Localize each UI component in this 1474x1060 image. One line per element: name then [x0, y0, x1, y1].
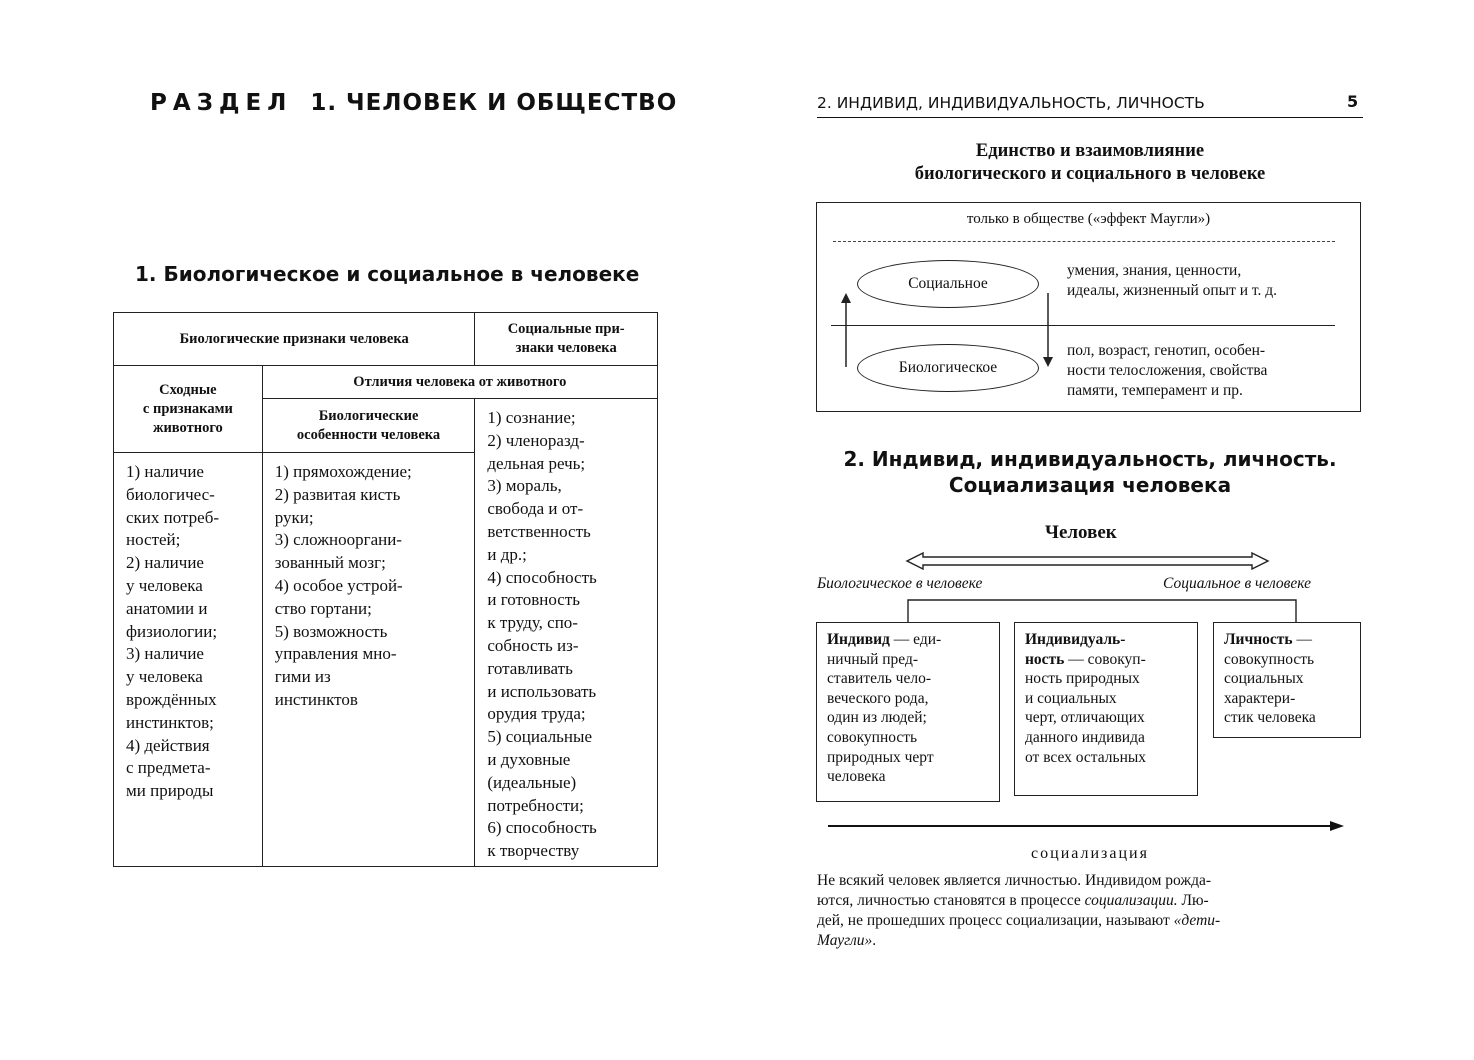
heading-bio-social: 1. Биологическое и социальное в человеке: [135, 262, 640, 286]
social-oval: Социальное: [857, 260, 1039, 308]
socialization-arrow-icon: [828, 818, 1346, 834]
individuality-box: Индивидуаль- ность — совокуп- ность природных и социальных черт, отличающих данного индивида от всех остальных: [1014, 622, 1198, 796]
unity-diagram: [816, 202, 1361, 412]
header-similar: Сходные с признаками животного: [114, 366, 263, 453]
socialization-label: социализация: [1031, 845, 1149, 862]
solid-divider: [831, 325, 1335, 326]
person-label: Человек: [1045, 522, 1117, 543]
only-society-label: только в обществе («эффект Маугли»): [966, 211, 1211, 227]
cell-social: 1) сознание; 2) членоразд- дельная речь; 3) мораль, свобода и от- ветственность и др.; 4) способность и готовность к труду, спо- собность из- готавливать и использовать орудия труда; 5) социальные и духовные (идеальные) потребности; 6) способность к творчеству: [475, 399, 658, 867]
section-title: [150, 90, 677, 116]
page-number: 5: [1347, 92, 1359, 111]
double-arrow-icon: [905, 551, 1270, 571]
personality-box: Личность — совокупность социальных характери- стик человека: [1213, 622, 1361, 738]
cell-bio-features: 1) прямохождение; 2) развитая кисть руки; 3) сложнооргани- зованный мозг; 4) особое устрой- ство гортани; 5) возможность управления мно- гими из инстинктов: [262, 453, 475, 867]
running-head: 2. ИНДИВИД, ИНДИВИДУАЛЬНОСТЬ, ЛИЧНОСТЬ: [817, 94, 1205, 112]
header-rule: [817, 117, 1363, 118]
up-arrow-icon: [839, 293, 853, 368]
header-bio-features: Биологические особенности человека: [262, 399, 475, 453]
individ-box: Индивид — еди- ничный пред- ставитель чело- веческого рода, один из людей; совокупность природных черт человека: [816, 622, 1000, 802]
header-social-signs: Социальные при- знаки человека: [475, 313, 658, 366]
heading-individ: 2. Индивид, индивидуальность, личность. Социализация человека: [843, 447, 1337, 497]
header-bio-signs: Биологические признаки человека: [114, 313, 475, 366]
social-in-person-label: Социальное в человеке: [1163, 575, 1311, 592]
note-paragraph: Не всякий человек является личностью. Индивидом рожда- ются, личностью становятся в процессе социализации. Лю- дей, не прошедших процесс социализации, называют «дети- Маугли».: [817, 872, 1221, 949]
cell-similar: 1) наличие биологичес- ских потреб- ностей; 2) наличие у человека анатомии и физиологии; 3) наличие у человека врождённых инстинктов; 4) действия с предмета- ми природы: [114, 453, 263, 867]
bio-social-table: [113, 312, 658, 867]
down-arrow-icon: [1041, 293, 1055, 368]
unity-title: Единство и взаимовлияние биологического и социального в человеке: [914, 141, 1266, 184]
dashed-divider: [833, 241, 1335, 242]
section-name: 1. ЧЕЛОВЕК И ОБЩЕСТВО: [310, 90, 678, 116]
social-description: умения, знания, ценности, идеалы, жизненный опыт и т. д.: [1067, 262, 1278, 299]
bio-in-person-label: Биологическое в человеке: [817, 575, 983, 592]
section-prefix: РАЗДЕЛ: [150, 90, 293, 116]
header-differences: Отличия человека от животного: [262, 366, 657, 399]
bio-description: пол, возраст, генотип, особен- ности телосложения, свойства памяти, темперамент и пр.: [1067, 342, 1268, 399]
bio-oval: Биологическое: [857, 344, 1039, 392]
